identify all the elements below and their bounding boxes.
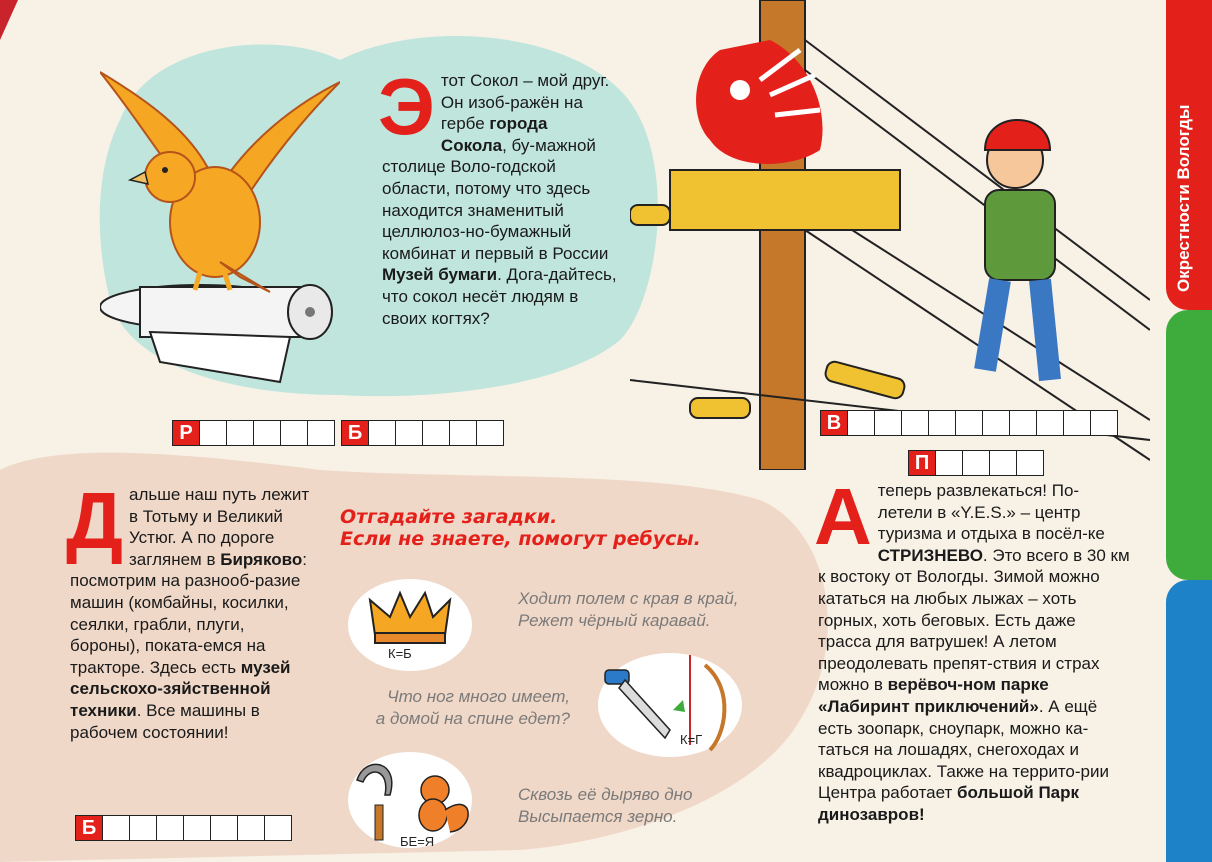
grid-cell[interactable] <box>422 420 450 446</box>
answer-grid-b2[interactable] <box>75 815 292 841</box>
grid-cell[interactable] <box>307 420 335 446</box>
riddle-2: Что ног много имеет, а домой на спине едет? <box>375 687 570 728</box>
riddles-heading: Отгадайте загадки. Если не знаете, помогут ребусы. <box>340 506 701 550</box>
sidebar-green-tab[interactable] <box>1166 310 1212 580</box>
saw-bow-rebus-icon <box>595 650 745 760</box>
grid-cell[interactable] <box>1016 450 1044 476</box>
biryakovo-paragraph: Дальше наш путь лежит в Тотьму и Великий Устюг. А по дороге заглянем в Биряково: посмотрим на разнооб-разие машин (комбайны, косилки, сеялки, грабли, плуги, бороны), поката-емся на тракторе. Здесь есть музей сельскохо-зяйственной техники. Все машины в рабочем состоянии! <box>66 476 310 742</box>
grid-cell[interactable] <box>955 410 983 436</box>
grid-cell[interactable] <box>226 420 254 446</box>
grid-cell[interactable] <box>928 410 956 436</box>
grid-cell[interactable] <box>102 815 130 841</box>
grid-cell[interactable] <box>237 815 265 841</box>
grid-cell[interactable] <box>901 410 929 436</box>
grid-cell[interactable] <box>264 815 292 841</box>
grid-cell[interactable] <box>156 815 184 841</box>
falcon-on-paper-roll-illustration <box>100 62 340 392</box>
answer-grid-v[interactable] <box>820 410 1118 436</box>
grid-cell[interactable] <box>1036 410 1064 436</box>
grid-cell[interactable] <box>935 450 963 476</box>
striznevo-paragraph: Атеперь развлекаться! По-летели в «Y.E.S.» – центр туризма и отдыха в посёл-ке СТРИЗНЕВО. Это всего в 30 км к востоку от Вологды. Зимой можно кататься на любых лыжах – хоть горных, хоть беговых. Есть даже трасса для ватрушек! А летом преодолевать препят-ствия и страх можно в верёвоч-ном парке «Лабиринт приключений». А ещё есть зоопарк, сноупарк, можно ка-таться на лошадях, снегоходах и квадроциклах. Также на террито-рии Центра работает большой Парк динозавров! <box>814 472 1130 824</box>
rebus-label: К=Б <box>388 646 412 661</box>
answer-grid-r[interactable] <box>172 420 335 446</box>
section-sidebar <box>1166 0 1212 862</box>
rebus-label: К=Г <box>680 732 703 747</box>
grid-cell[interactable] <box>847 410 875 436</box>
sidebar-blue-tab[interactable] <box>1166 580 1212 862</box>
grid-first-letter: Р <box>172 420 200 446</box>
grid-cell[interactable] <box>1090 410 1118 436</box>
grid-cell[interactable] <box>476 420 504 446</box>
striznevo-dropcap: А <box>814 472 872 561</box>
grid-cell[interactable] <box>183 815 211 841</box>
grid-first-letter: В <box>820 410 848 436</box>
answer-grid-b1[interactable] <box>341 420 504 446</box>
grid-cell[interactable] <box>1009 410 1037 436</box>
grid-cell[interactable] <box>1063 410 1091 436</box>
grid-first-letter: Б <box>341 420 369 446</box>
grid-cell[interactable] <box>962 450 990 476</box>
grid-cell[interactable] <box>989 450 1017 476</box>
grid-cell[interactable] <box>129 815 157 841</box>
grid-first-letter: П <box>908 450 936 476</box>
grid-cell[interactable] <box>874 410 902 436</box>
sokol-paragraph: Этот Сокол – мой друг. Он изоб-ражён на гербе города Сокола, бу-мажной столице Воло-годской области, потому что здесь находится знаменитый целлюлоз-но-бумажный комбинат и первый в России Музей бумаги. Дога-дайтесь, что сокол несёт людям в своих когтях? <box>378 62 617 328</box>
rebus-label: БЕ=Я <box>400 834 435 849</box>
rope-park-illustration <box>630 0 1150 470</box>
sokol-dropcap: Э <box>378 62 435 151</box>
riddle-1: Ходит полем с края в край, Режет чёрный каравай. <box>518 589 739 630</box>
grid-first-letter: Б <box>75 815 103 841</box>
grid-cell[interactable] <box>368 420 396 446</box>
grid-cell[interactable] <box>982 410 1010 436</box>
riddle-3: Сквозь её дыряво дно Высыпается зерно. <box>518 785 693 826</box>
biryakovo-dropcap: Д <box>66 476 123 565</box>
sidebar-label: Окрестности Вологды <box>1174 104 1193 292</box>
grid-cell[interactable] <box>449 420 477 446</box>
grid-cell[interactable] <box>253 420 281 446</box>
grid-cell[interactable] <box>395 420 423 446</box>
answer-grid-p[interactable] <box>908 450 1044 476</box>
grid-cell[interactable] <box>199 420 227 446</box>
grid-cell[interactable] <box>210 815 238 841</box>
grid-cell[interactable] <box>280 420 308 446</box>
